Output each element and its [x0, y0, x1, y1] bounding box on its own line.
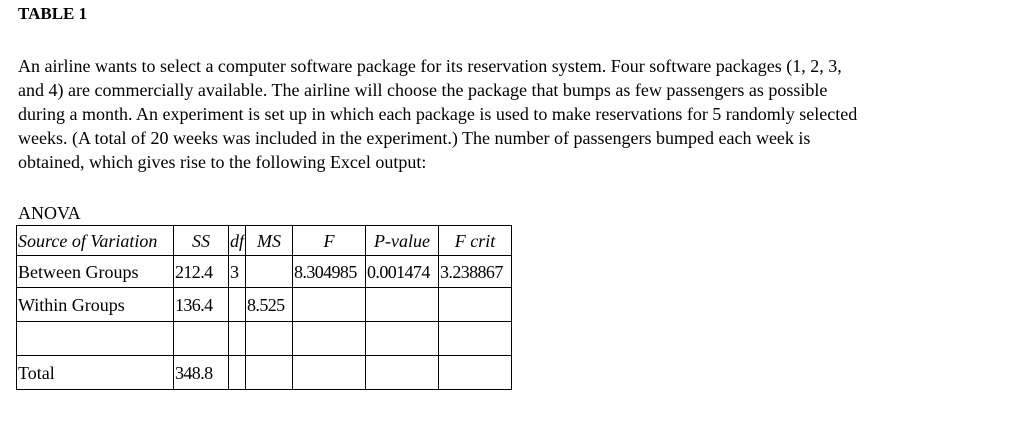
table-row — [17, 356, 512, 390]
cell-df: 3 — [229, 256, 246, 288]
cell-f — [293, 356, 366, 390]
anova-label: ANOVA — [18, 203, 81, 223]
table-title: TABLE 1 — [18, 4, 88, 23]
row-label — [17, 322, 174, 356]
row-label: Between Groups — [17, 256, 174, 288]
cell-ms: 8.525 — [246, 288, 293, 322]
header-df: df — [229, 226, 246, 256]
table-header-row — [17, 226, 512, 256]
cell-f-crit — [439, 322, 512, 356]
header-f: F — [293, 226, 366, 256]
header-f-crit: F crit — [439, 226, 512, 256]
paragraph-line: weeks. (A total of 20 weeks was included in the experiment.) The number of passengers bumped each week is — [18, 128, 811, 148]
cell-df — [229, 356, 246, 390]
table-row — [17, 288, 512, 322]
row-label: Within Groups — [17, 288, 174, 322]
paragraph-line: and 4) are commercially available. The airline will choose the package that bumps as few passengers as possible — [18, 80, 828, 100]
paragraph-line: An airline wants to select a computer software package for its reservation system. Four software packages (1, 2, 3, — [18, 56, 842, 76]
header-p-value: P-value — [366, 226, 439, 256]
cell-f — [293, 288, 366, 322]
cell-f — [293, 322, 366, 356]
anova-table — [16, 225, 512, 390]
paragraph-line: during a month. An experiment is set up in which each package is used to make reservations for 5 randomly selected — [18, 104, 858, 124]
problem-description — [18, 54, 978, 174]
cell-ms — [246, 256, 293, 288]
cell-df — [229, 288, 246, 322]
cell-ms — [246, 356, 293, 390]
cell-p-value — [366, 356, 439, 390]
cell-p-value — [366, 322, 439, 356]
paragraph-line: obtained, which gives rise to the following Excel output: — [18, 152, 427, 172]
table-row — [17, 256, 512, 288]
cell-ss: 136.4 — [174, 288, 229, 322]
cell-f-crit: 3.238867 — [439, 256, 512, 288]
table-row — [17, 322, 512, 356]
cell-ss: 212.4 — [174, 256, 229, 288]
header-source-of-variation: Source of Variation — [17, 226, 174, 256]
cell-f-crit — [439, 288, 512, 322]
cell-df — [229, 322, 246, 356]
cell-ss: 348.8 — [174, 356, 229, 390]
cell-ms — [246, 322, 293, 356]
row-label: Total — [17, 356, 174, 390]
header-ss: SS — [174, 226, 229, 256]
cell-p-value: 0.001474 — [366, 256, 439, 288]
cell-ss — [174, 322, 229, 356]
cell-f: 8.304985 — [293, 256, 366, 288]
cell-f-crit — [439, 356, 512, 390]
header-ms: MS — [246, 226, 293, 256]
cell-p-value — [366, 288, 439, 322]
